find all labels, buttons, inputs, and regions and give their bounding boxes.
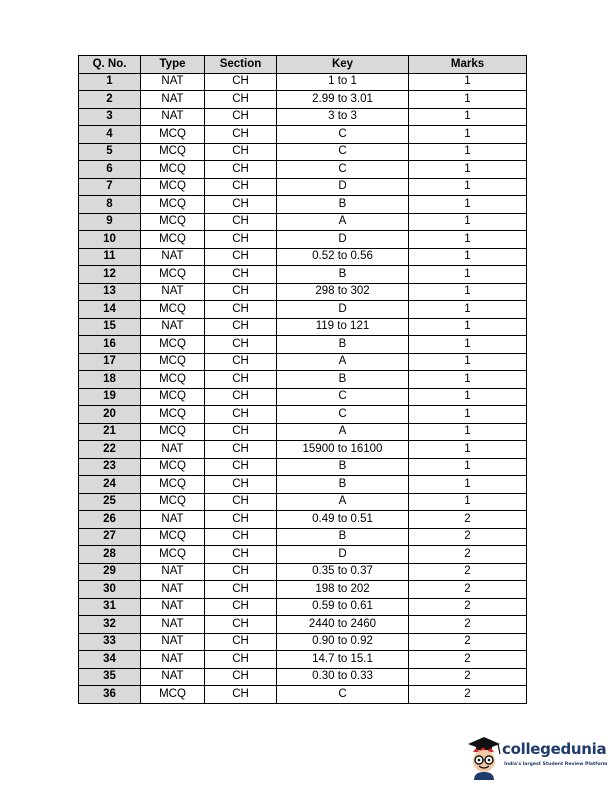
key-cell: 0.49 to 0.51 (277, 511, 409, 529)
marks-cell: 1 (409, 441, 527, 459)
key-cell: B (277, 476, 409, 494)
section-cell: CH (205, 423, 277, 441)
type-cell: MCQ (141, 371, 205, 389)
marks-cell: 1 (409, 476, 527, 494)
section-cell: CH (205, 493, 277, 511)
table-row (79, 318, 527, 336)
marks-cell: 1 (409, 353, 527, 371)
table-row (79, 231, 527, 249)
table-row (79, 266, 527, 284)
qno-cell: 13 (79, 283, 141, 301)
marks-cell: 1 (409, 301, 527, 319)
key-cell: 2440 to 2460 (277, 616, 409, 634)
qno-cell: 22 (79, 441, 141, 459)
section-cell: CH (205, 126, 277, 144)
marks-cell: 1 (409, 91, 527, 109)
qno-cell: 28 (79, 546, 141, 564)
section-cell: CH (205, 213, 277, 231)
table-row (79, 301, 527, 319)
type-cell: NAT (141, 318, 205, 336)
qno-cell: 6 (79, 161, 141, 179)
type-cell: MCQ (141, 336, 205, 354)
table-row (79, 511, 527, 529)
marks-cell: 1 (409, 213, 527, 231)
qno-cell: 19 (79, 388, 141, 406)
qno-cell: 14 (79, 301, 141, 319)
qno-cell: 30 (79, 581, 141, 599)
key-cell: 198 to 202 (277, 581, 409, 599)
key-cell: 0.59 to 0.61 (277, 598, 409, 616)
table-row (79, 143, 527, 161)
qno-cell: 29 (79, 563, 141, 581)
marks-cell: 2 (409, 511, 527, 529)
key-cell: 0.30 to 0.33 (277, 668, 409, 686)
key-cell: B (277, 528, 409, 546)
key-cell: 14.7 to 15.1 (277, 651, 409, 669)
qno-cell: 33 (79, 633, 141, 651)
qno-cell: 15 (79, 318, 141, 336)
type-cell: MCQ (141, 458, 205, 476)
table-row (79, 528, 527, 546)
qno-cell: 20 (79, 406, 141, 424)
section-cell: CH (205, 73, 277, 91)
marks-cell: 1 (409, 423, 527, 441)
key-cell: B (277, 196, 409, 214)
section-cell: CH (205, 406, 277, 424)
qno-cell: 23 (79, 458, 141, 476)
type-cell: MCQ (141, 388, 205, 406)
type-cell: MCQ (141, 406, 205, 424)
type-cell: NAT (141, 581, 205, 599)
table-row (79, 598, 527, 616)
type-cell: MCQ (141, 231, 205, 249)
header-type: Type (141, 56, 205, 74)
type-cell: MCQ (141, 143, 205, 161)
qno-cell: 21 (79, 423, 141, 441)
type-cell: NAT (141, 633, 205, 651)
key-cell: D (277, 546, 409, 564)
marks-cell: 2 (409, 598, 527, 616)
key-cell: C (277, 161, 409, 179)
table-row (79, 581, 527, 599)
qno-cell: 11 (79, 248, 141, 266)
qno-cell: 10 (79, 231, 141, 249)
qno-cell: 1 (79, 73, 141, 91)
brand-name: collegedunia (502, 740, 607, 758)
section-cell: CH (205, 196, 277, 214)
section-cell: CH (205, 528, 277, 546)
section-cell: CH (205, 598, 277, 616)
type-cell: MCQ (141, 301, 205, 319)
section-cell: CH (205, 301, 277, 319)
header-qno: Q. No. (79, 56, 141, 74)
section-cell: CH (205, 651, 277, 669)
marks-cell: 1 (409, 266, 527, 284)
table-row (79, 371, 527, 389)
type-cell: MCQ (141, 266, 205, 284)
key-cell: 0.90 to 0.92 (277, 633, 409, 651)
section-cell: CH (205, 318, 277, 336)
table-header-row (79, 56, 527, 74)
section-cell: CH (205, 336, 277, 354)
table-row (79, 388, 527, 406)
type-cell: MCQ (141, 196, 205, 214)
marks-cell: 1 (409, 73, 527, 91)
type-cell: MCQ (141, 126, 205, 144)
table-row (79, 633, 527, 651)
type-cell: NAT (141, 668, 205, 686)
marks-cell: 1 (409, 196, 527, 214)
table-row (79, 686, 527, 704)
qno-cell: 17 (79, 353, 141, 371)
qno-cell: 32 (79, 616, 141, 634)
qno-cell: 12 (79, 266, 141, 284)
table-row (79, 178, 527, 196)
table-row (79, 283, 527, 301)
marks-cell: 1 (409, 231, 527, 249)
key-cell: C (277, 126, 409, 144)
key-cell: B (277, 371, 409, 389)
section-cell: CH (205, 581, 277, 599)
qno-cell: 35 (79, 668, 141, 686)
qno-cell: 36 (79, 686, 141, 704)
marks-cell: 1 (409, 406, 527, 424)
type-cell: MCQ (141, 546, 205, 564)
header-key: Key (277, 56, 409, 74)
key-cell: C (277, 406, 409, 424)
marks-cell: 1 (409, 458, 527, 476)
key-cell: D (277, 178, 409, 196)
qno-cell: 4 (79, 126, 141, 144)
qno-cell: 16 (79, 336, 141, 354)
qno-cell: 26 (79, 511, 141, 529)
marks-cell: 1 (409, 388, 527, 406)
section-cell: CH (205, 91, 277, 109)
key-cell: 1 to 1 (277, 73, 409, 91)
table-row (79, 441, 527, 459)
section-cell: CH (205, 546, 277, 564)
type-cell: MCQ (141, 528, 205, 546)
marks-cell: 1 (409, 371, 527, 389)
key-cell: B (277, 266, 409, 284)
qno-cell: 18 (79, 371, 141, 389)
marks-cell: 2 (409, 563, 527, 581)
table-body (79, 73, 527, 703)
section-cell: CH (205, 563, 277, 581)
key-cell: B (277, 458, 409, 476)
qno-cell: 25 (79, 493, 141, 511)
type-cell: MCQ (141, 423, 205, 441)
marks-cell: 1 (409, 318, 527, 336)
type-cell: NAT (141, 108, 205, 126)
key-cell: A (277, 353, 409, 371)
table-row (79, 406, 527, 424)
qno-cell: 2 (79, 91, 141, 109)
key-cell: A (277, 213, 409, 231)
key-cell: C (277, 388, 409, 406)
table-row (79, 546, 527, 564)
type-cell: NAT (141, 441, 205, 459)
key-cell: A (277, 493, 409, 511)
type-cell: MCQ (141, 178, 205, 196)
section-cell: CH (205, 143, 277, 161)
header-section: Section (205, 56, 277, 74)
table-row (79, 476, 527, 494)
type-cell: NAT (141, 73, 205, 91)
key-cell: C (277, 686, 409, 704)
marks-cell: 1 (409, 493, 527, 511)
marks-cell: 2 (409, 528, 527, 546)
section-cell: CH (205, 388, 277, 406)
header-marks: Marks (409, 56, 527, 74)
marks-cell: 1 (409, 178, 527, 196)
marks-cell: 1 (409, 336, 527, 354)
marks-cell: 2 (409, 633, 527, 651)
section-cell: CH (205, 178, 277, 196)
section-cell: CH (205, 616, 277, 634)
table-row (79, 91, 527, 109)
marks-cell: 1 (409, 161, 527, 179)
marks-cell: 2 (409, 668, 527, 686)
table-row (79, 423, 527, 441)
section-cell: CH (205, 476, 277, 494)
section-cell: CH (205, 266, 277, 284)
key-cell: 2.99 to 3.01 (277, 91, 409, 109)
type-cell: MCQ (141, 686, 205, 704)
type-cell: MCQ (141, 161, 205, 179)
qno-cell: 9 (79, 213, 141, 231)
table-row (79, 213, 527, 231)
answer-key-table-container (78, 55, 527, 704)
section-cell: CH (205, 686, 277, 704)
key-cell: C (277, 143, 409, 161)
section-cell: CH (205, 283, 277, 301)
section-cell: CH (205, 353, 277, 371)
qno-cell: 31 (79, 598, 141, 616)
type-cell: NAT (141, 651, 205, 669)
type-cell: NAT (141, 91, 205, 109)
section-cell: CH (205, 108, 277, 126)
section-cell: CH (205, 161, 277, 179)
key-cell: B (277, 336, 409, 354)
key-cell: A (277, 423, 409, 441)
graduate-mascot-icon (464, 734, 504, 780)
qno-cell: 8 (79, 196, 141, 214)
qno-cell: 5 (79, 143, 141, 161)
key-cell: 0.35 to 0.37 (277, 563, 409, 581)
section-cell: CH (205, 511, 277, 529)
type-cell: NAT (141, 598, 205, 616)
type-cell: NAT (141, 283, 205, 301)
table-row (79, 126, 527, 144)
table-row (79, 353, 527, 371)
section-cell: CH (205, 248, 277, 266)
table-row (79, 493, 527, 511)
marks-cell: 2 (409, 616, 527, 634)
marks-cell: 1 (409, 283, 527, 301)
qno-cell: 34 (79, 651, 141, 669)
marks-cell: 1 (409, 108, 527, 126)
table-row (79, 108, 527, 126)
section-cell: CH (205, 231, 277, 249)
table-row (79, 73, 527, 91)
qno-cell: 27 (79, 528, 141, 546)
key-cell: D (277, 231, 409, 249)
qno-cell: 7 (79, 178, 141, 196)
type-cell: NAT (141, 248, 205, 266)
marks-cell: 1 (409, 248, 527, 266)
type-cell: MCQ (141, 213, 205, 231)
section-cell: CH (205, 633, 277, 651)
type-cell: NAT (141, 616, 205, 634)
marks-cell: 2 (409, 686, 527, 704)
qno-cell: 24 (79, 476, 141, 494)
key-cell: 119 to 121 (277, 318, 409, 336)
type-cell: MCQ (141, 476, 205, 494)
table-row (79, 668, 527, 686)
key-cell: 15900 to 16100 (277, 441, 409, 459)
section-cell: CH (205, 371, 277, 389)
table-row (79, 563, 527, 581)
section-cell: CH (205, 458, 277, 476)
table-row (79, 336, 527, 354)
type-cell: NAT (141, 563, 205, 581)
marks-cell: 2 (409, 581, 527, 599)
table-row (79, 458, 527, 476)
answer-key-table (78, 55, 527, 704)
table-row (79, 616, 527, 634)
section-cell: CH (205, 441, 277, 459)
type-cell: MCQ (141, 353, 205, 371)
key-cell: 298 to 302 (277, 283, 409, 301)
key-cell: 3 to 3 (277, 108, 409, 126)
table-row (79, 161, 527, 179)
key-cell: 0.52 to 0.56 (277, 248, 409, 266)
marks-cell: 2 (409, 546, 527, 564)
table-row (79, 248, 527, 266)
table-row (79, 196, 527, 214)
qno-cell: 3 (79, 108, 141, 126)
type-cell: NAT (141, 511, 205, 529)
section-cell: CH (205, 668, 277, 686)
marks-cell: 2 (409, 651, 527, 669)
marks-cell: 1 (409, 143, 527, 161)
table-row (79, 651, 527, 669)
marks-cell: 1 (409, 126, 527, 144)
brand-tagline: India's largest Student Review Platform (504, 762, 608, 767)
collegedunia-brand (464, 734, 608, 784)
type-cell: MCQ (141, 493, 205, 511)
key-cell: D (277, 301, 409, 319)
